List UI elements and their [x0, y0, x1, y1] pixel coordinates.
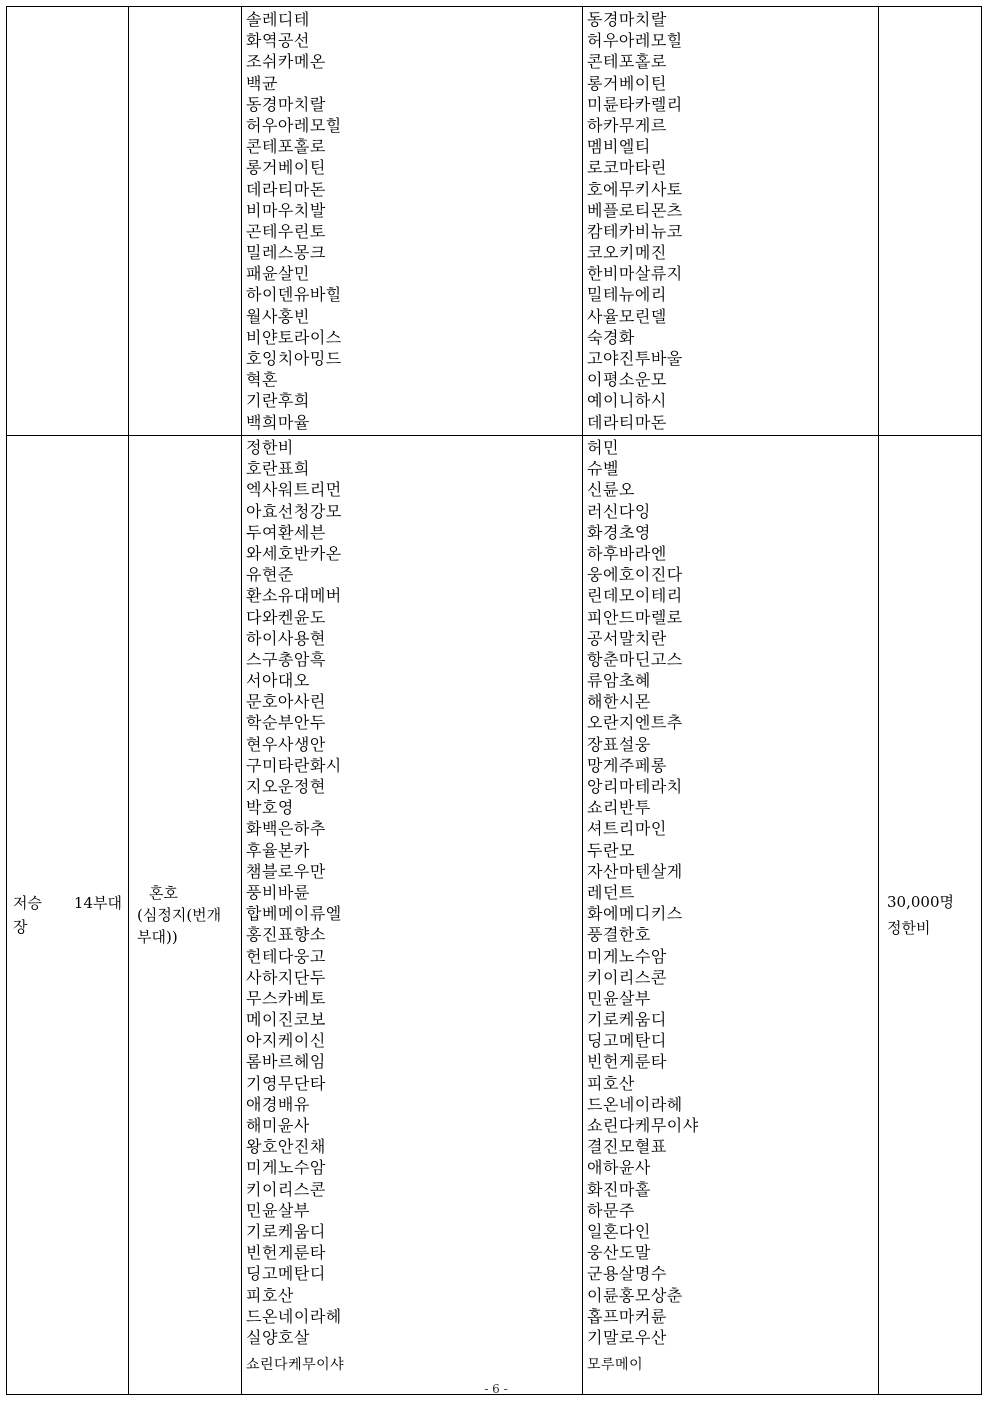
- rank-cell: [7, 7, 129, 436]
- table-row: [7, 436, 982, 1395]
- name-list: [242, 436, 582, 1383]
- list-item: 백희마율: [246, 412, 310, 432]
- list-item: 비얀토라이스: [246, 327, 342, 347]
- list-item: 동경마치랄: [246, 94, 326, 114]
- list-item: 롱거베이틴: [587, 73, 667, 93]
- list-item: 모루메이: [587, 1357, 644, 1374]
- list-item: 밀레스몽크: [246, 243, 326, 263]
- list-item: 일혼다인: [587, 1221, 651, 1241]
- unit-note: (심정지(번개: [137, 906, 222, 924]
- list-item: 슈벨: [587, 459, 619, 479]
- list-item: 미륜타카렐리: [587, 94, 683, 114]
- list-item: 서아대오: [246, 671, 310, 691]
- list-item: 월사홍빈: [246, 306, 310, 326]
- list-item: 화에메디키스: [587, 904, 683, 924]
- list-item: 피호산: [246, 1285, 294, 1305]
- list-item: 쇼린다케무이샤: [587, 1116, 699, 1135]
- name-list-cell: [583, 436, 879, 1395]
- list-item: 무스카베토: [246, 988, 326, 1008]
- list-item: 코오키메진: [587, 243, 667, 263]
- name-list-cell: [242, 436, 583, 1395]
- unit-cell: [129, 7, 242, 436]
- list-item: 하후바라엔: [587, 543, 667, 563]
- list-item: 기영무단타: [246, 1073, 326, 1093]
- list-item: 롬바르헤임: [246, 1052, 326, 1072]
- list-item: 현우사생안: [246, 734, 326, 754]
- list-item: 미게노수암: [246, 1158, 326, 1178]
- list-item: 웅산도말: [587, 1243, 651, 1263]
- list-item: 앙리마테라치: [587, 777, 683, 796]
- list-item: 화역공선: [246, 31, 310, 51]
- list-item: 허우아레모힐: [587, 31, 683, 51]
- unit-note: 부대)): [137, 928, 178, 946]
- list-item: 밀테뉴에리: [587, 285, 667, 305]
- list-item: 민윤살부: [246, 1200, 310, 1220]
- list-item: 박호영: [246, 798, 294, 818]
- list-item: 자산마텐살게: [587, 861, 683, 881]
- list-item: 캄테카비뉴코: [587, 221, 683, 241]
- list-item: 동경마치랄: [587, 10, 667, 29]
- list-item: 한비마살류지: [587, 264, 683, 284]
- list-item: 문호아사린: [246, 692, 326, 712]
- list-item: 지오운정현: [246, 777, 326, 796]
- list-item: 쇼리반투: [587, 798, 651, 818]
- list-item: 다와켄윤도: [246, 607, 326, 627]
- strength-cell: [879, 436, 982, 1395]
- rank-text: 장: [13, 918, 28, 936]
- list-item: 레던트: [587, 882, 635, 902]
- list-item: 허우아레모힐: [246, 115, 342, 135]
- list-item: 와세호반카온: [246, 543, 342, 563]
- list-item: 풍결한호: [587, 925, 651, 945]
- list-item: 호잉치아밍드: [246, 349, 342, 368]
- list-item: 비마우치발: [246, 200, 326, 220]
- list-item: 숙경화: [587, 327, 635, 347]
- list-item: 혁혼: [246, 370, 278, 390]
- table-row: [7, 7, 982, 436]
- list-item: 기란후희: [246, 391, 310, 411]
- list-item: 하이사용현: [246, 628, 326, 648]
- list-item: 솔레디테: [246, 10, 310, 29]
- list-item: 아효선청강모: [246, 501, 342, 521]
- list-item: 호에무키사토: [587, 179, 683, 199]
- list-item: 기말로우산: [587, 1327, 667, 1347]
- list-item: 해한시몬: [587, 692, 651, 712]
- list-item: 로코마타린: [587, 158, 667, 178]
- list-item: 오란지엔트추: [587, 713, 683, 733]
- list-item: 해미윤사: [246, 1116, 310, 1135]
- list-item: 예이니하시: [587, 391, 667, 411]
- list-item: 정한비: [246, 438, 294, 457]
- list-item: 데라티마돈: [587, 412, 667, 432]
- list-item: 애경배유: [246, 1094, 310, 1114]
- name-list-cell: [242, 7, 583, 436]
- list-item: 실양호살: [246, 1327, 310, 1347]
- list-item: 딩고메탄디: [246, 1264, 326, 1284]
- list-item: 데라티마돈: [246, 179, 326, 199]
- list-item: 롱거베이틴: [246, 158, 326, 178]
- list-item: 망게주페롱: [587, 755, 667, 775]
- list-item: 호란표희: [246, 459, 310, 479]
- list-item: 아지케이신: [246, 1031, 326, 1051]
- name-list: [242, 7, 582, 433]
- list-item: 애하윤사: [587, 1158, 651, 1178]
- list-item: 피안드마렐로: [587, 607, 683, 627]
- list-item: 베플로티몬츠: [587, 200, 683, 220]
- list-item: 기로케움디: [246, 1221, 326, 1241]
- list-item: 화백은하추: [246, 819, 326, 839]
- list-item: 항춘마딘고스: [587, 649, 683, 669]
- list-item: 키이리스콘: [587, 967, 667, 987]
- list-item: 헌테다웅고: [246, 946, 326, 966]
- list-item: 후율본카: [246, 840, 310, 860]
- list-item: 빈헌게룬타: [587, 1052, 667, 1072]
- name-list: [583, 436, 878, 1383]
- list-item: 조쉬카메온: [246, 52, 326, 72]
- list-item: 이륜홍모상춘: [587, 1285, 683, 1305]
- list-item: 고야진투바울: [587, 349, 683, 368]
- list-item: 쇼린다케무이샤: [246, 1357, 345, 1374]
- list-item: 홉프마커륜: [587, 1306, 667, 1326]
- list-item: 결진모혈표: [587, 1137, 667, 1157]
- list-item: 하이덴유바힐: [246, 285, 342, 305]
- list-item: 유현준: [246, 565, 294, 585]
- list-item: 두여환세븐: [246, 522, 326, 542]
- list-item: 드온네이라헤: [246, 1306, 342, 1326]
- list-item: 패윤살민: [246, 264, 310, 284]
- list-item: 허민: [587, 438, 619, 457]
- list-item: 학순부안두: [246, 713, 326, 733]
- commander-name: 정한비: [887, 919, 931, 937]
- list-item: 멤비엘티: [587, 137, 651, 157]
- list-item: 피호산: [587, 1073, 635, 1093]
- list-item: 장표설웅: [587, 734, 651, 754]
- rank-text: 저승: [13, 894, 42, 912]
- list-item: 환소유대메버: [246, 586, 342, 606]
- list-item: 류암초혜: [587, 671, 651, 691]
- rank-cell: [7, 436, 129, 1395]
- list-item: 챔블로우만: [246, 861, 326, 881]
- list-item: 스구총암흑: [246, 649, 326, 669]
- list-item: 왕호안진채: [246, 1137, 326, 1157]
- list-item: 러신다잉: [587, 501, 651, 521]
- troop-count: 30,000명: [887, 893, 954, 911]
- list-item: 미게노수암: [587, 946, 667, 966]
- unit-cell: [129, 436, 242, 1395]
- list-item: 풍비바륜: [246, 882, 310, 902]
- list-item: 빈헌게룬타: [246, 1243, 326, 1263]
- list-item: 구미타란화시: [246, 755, 342, 775]
- roster-table: [6, 6, 982, 1395]
- list-item: 화경초영: [587, 522, 651, 542]
- list-item: 딩고메탄디: [587, 1031, 667, 1051]
- list-item: 린데모이테리: [587, 586, 683, 606]
- list-item: 콘테포홀로: [246, 137, 326, 157]
- list-item: 민윤살부: [587, 988, 651, 1008]
- name-list-cell: [583, 7, 879, 436]
- list-item: 백균: [246, 73, 278, 93]
- page-number: - 6 -: [484, 1382, 508, 1396]
- list-item: 공서말치란: [587, 628, 667, 648]
- name-list: [583, 7, 878, 433]
- list-item: 하문주: [587, 1200, 635, 1220]
- unit-name: 혼호: [149, 884, 178, 902]
- list-item: 셔트리마인: [587, 819, 667, 839]
- list-item: 하카무게르: [587, 115, 667, 135]
- list-item: 신륜오: [587, 480, 635, 500]
- list-item: 곤테우린토: [246, 221, 326, 241]
- list-item: 기로케움디: [587, 1010, 667, 1030]
- list-item: 엑사워트리먼: [246, 480, 342, 500]
- list-item: 홍진표향소: [246, 925, 326, 945]
- strength-cell: [879, 7, 982, 436]
- list-item: 드온네이라헤: [587, 1094, 683, 1114]
- list-item: 콘테포홀로: [587, 52, 667, 72]
- rank-text: 14부대: [73, 894, 122, 912]
- list-item: 군용살명수: [587, 1264, 667, 1284]
- list-item: 웅에호이진다: [587, 565, 683, 585]
- list-item: 사율모린델: [587, 306, 667, 326]
- list-item: 키이리스콘: [246, 1179, 326, 1199]
- list-item: 합베메이류엘: [246, 904, 342, 924]
- list-item: 사하지단두: [246, 967, 326, 987]
- list-item: 두란모: [587, 840, 635, 860]
- list-item: 이평소운모: [587, 370, 667, 390]
- list-item: 메이진코보: [246, 1010, 326, 1030]
- list-item: 화진마홀: [587, 1179, 651, 1199]
